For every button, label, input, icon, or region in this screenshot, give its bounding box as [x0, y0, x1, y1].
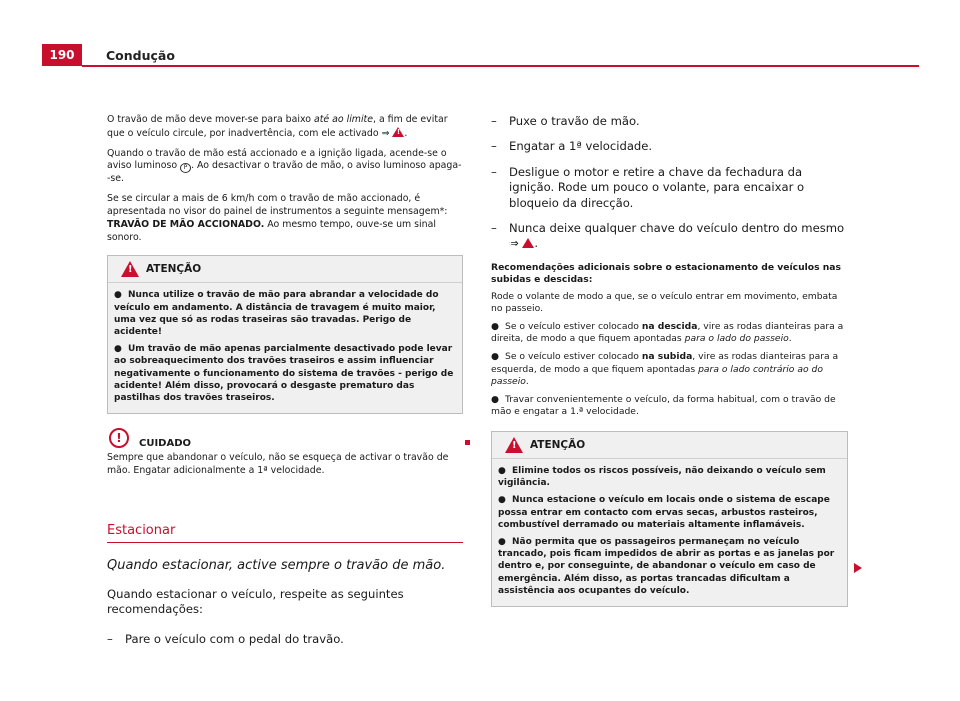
section-subtitle: Quando estacionar, active sempre o travão de mão. [107, 557, 446, 573]
step-item: – Nunca deixe qualquer chave do veículo dentro do mesmo ⇒ !. [491, 221, 848, 252]
warning-icon [522, 238, 534, 248]
warning-icon [505, 437, 523, 453]
caution-icon: ! [109, 428, 129, 448]
step-item: – Desligue o motor e retire a chave da fechadura da ignição. Rode um pouco o volante, para encaixar o bloqueio da direcção. [491, 164, 805, 210]
page-number: 190 [42, 44, 82, 66]
step-item: – Pare o veículo com o pedal do travão. [107, 631, 344, 646]
list-item: ● Travar convenientemente o veículo, da forma habitual, com o travão de mão e engatar a 1.ª velocidade. [491, 393, 836, 418]
paragraph: Se se circular a mais de 6 km/h com o travão de mão accionado, é apresentada no visor do painel de instrumentos a seguinte mensagem*: TRAVÃO DE MÃO ACCIONADO. Ao mesmo tempo, ouve-se um sinal sonoro. [107, 193, 448, 243]
paragraph: O travão de mão deve mover-se para baixo até ao limite, a fim de evitar que o veículo circule, por inadvertência, com ele activado ⇒ !. [107, 114, 463, 141]
warning-title: ATENÇÃO [530, 439, 586, 451]
paragraph: Quando o travão de mão está accionado e a ignição ligada, acende-se o aviso luminoso P . Ao desactivar o travão de mão, o aviso luminoso apaga--se. [107, 147, 462, 185]
warning-item: ● Elimine todos os riscos possíveis, não deixando o veículo sem vigilância. [498, 466, 826, 489]
warning-item: ● Nunca estacione o veículo em locais onde o sistema de escape possa entrar em contacto com ervas secas, arbustos rasteiros, combustível derramado ou materiais altamente inflamáveis. [498, 495, 830, 530]
list-item: ● Se o veículo estiver colocado na subida, vire as rodas dianteiras para a esquerda, de modo a que fiquem apontadas para o lado contrário ao do passeio. [491, 351, 839, 388]
warning-icon [392, 127, 404, 137]
warning-box [491, 431, 848, 607]
warning-icon [121, 261, 139, 277]
warning-box [107, 255, 463, 414]
warning-item: ● Nunca utilize o travão de mão para abrandar a velocidade do veículo em andamento. A distância de travagem é muito maior, uma vez que só as rodas traseiras são travadas. Perigo de acidente! [114, 290, 439, 337]
caution-text: Sempre que abandonar o veículo, não se esqueça de activar o travão de mão. Engatar adicionalmente a 1ª velocidade. [107, 452, 449, 476]
page-title: Condução [106, 48, 175, 63]
end-marker [465, 440, 470, 445]
continue-arrow-icon [854, 563, 862, 573]
list-item: ● Se o veículo estiver colocado na descida, vire as rodas dianteiras para a direita, de modo a que fiquem apontadas para o lado do passeio. [491, 320, 844, 345]
parking-brake-lamp-icon: P [180, 163, 191, 173]
caution-title: CUIDADO [139, 438, 192, 450]
warning-title: ATENÇÃO [146, 263, 202, 276]
section-title: Estacionar [107, 523, 463, 543]
warning-item: ● Um travão de mão apenas parcialmente desactivado pode levar ao sobreaquecimento dos travões traseiros e assim influenciar negativamente o funcionamento do sistema de travões - perigo de acidente! Além disso, provocará o desgaste prematuro das pastilhas dos travões traseiros. [114, 344, 454, 403]
right-column [491, 114, 848, 621]
caution-block [107, 431, 463, 478]
left-column [107, 114, 463, 657]
step-item: – Puxe o travão de mão. [491, 114, 640, 128]
step-item: – Engatar a 1ª velocidade. [491, 139, 653, 154]
warning-header [492, 432, 847, 459]
warning-item: ● Não permita que os passageiros permaneçam no veículo trancado, pois ficam impedidos de abrir as portas e as janelas por dentro e, por conseguinte, de abandonar o veículo em caso de emergência. Além disso, as portas trancadas dificultam a assistência aos ocupantes do veículo. [498, 537, 835, 596]
warning-header [108, 256, 462, 283]
intro-text: Quando estacionar o veículo, respeite as seguintes recomendações: [107, 586, 404, 617]
subheading: Recomendações adicionais sobre o estacionamento de veículos nas subidas e descidas: [491, 261, 841, 286]
header-rule [82, 65, 919, 67]
paragraph: Rode o volante de modo a que, se o veículo entrar em movimento, embata no passeio. [491, 290, 838, 315]
